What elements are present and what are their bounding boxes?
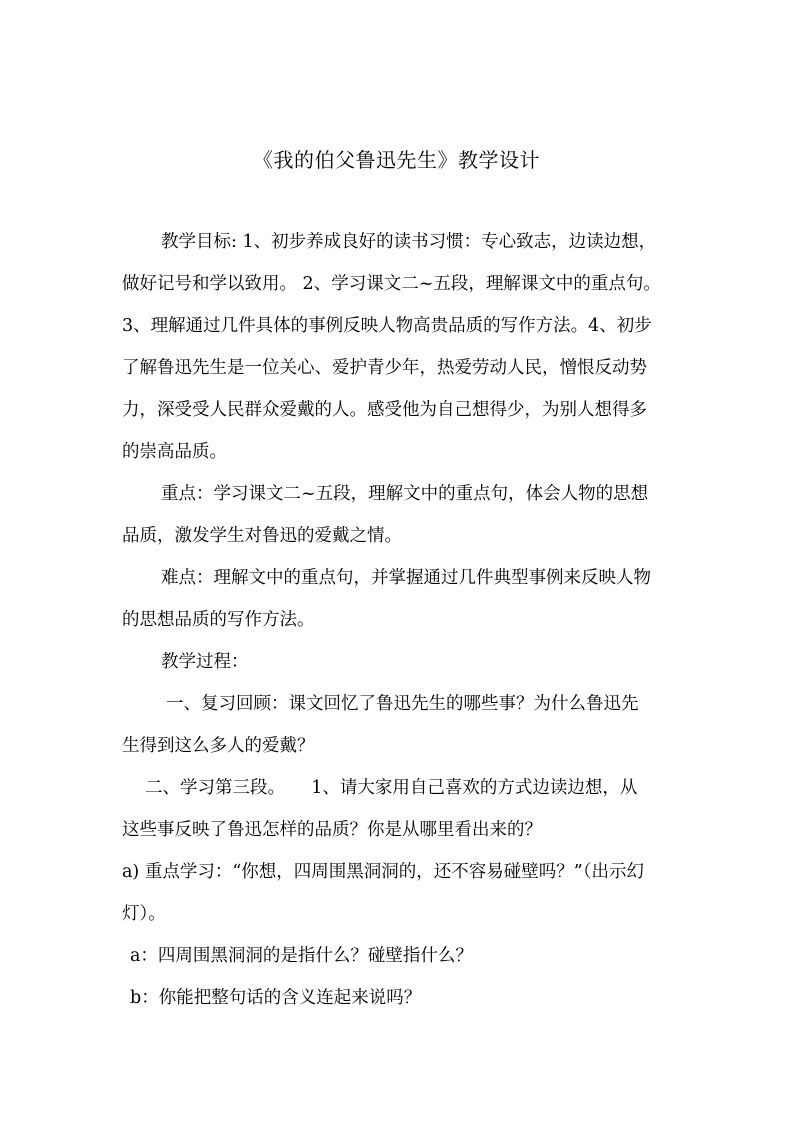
paragraph-line: 了解鲁迅先生是一位关心、爱护青少年，热爱劳动人民，憎恨反动势 xyxy=(122,358,647,378)
paragraph-line: a：四周围黑洞洞的是指什么？碰壁指什么？ xyxy=(130,946,473,966)
paragraph-line: a) 重点学习：“你想，四周围黑洞洞的，还不容易碰壁吗？”（出示幻 xyxy=(122,862,644,882)
paragraph-line: 重点：学习课文二~五段，理解文中的重点句，体会人物的思想 xyxy=(161,484,649,504)
paragraph-line: 3、理解通过几件具体的事例反映人物高贵品质的写作方法。4、初步 xyxy=(122,316,652,336)
paragraph-line: 这些事反映了鲁迅怎样的品质？你是从哪里看出来的？ xyxy=(122,820,542,840)
paragraph-line: 力，深受受人民群众爱戴的人。感受他为自己想得少，为别人想得多 xyxy=(122,400,647,420)
paragraph-line: 的思想品质的写作方法。 xyxy=(122,610,315,630)
paragraph-line: 的崇高品质。 xyxy=(122,442,227,462)
paragraph-line: 一、复习回顾：课文回忆了鲁迅先生的哪些事？为什么鲁迅先 xyxy=(166,694,639,714)
paragraph-line: 品质，激发学生对鲁迅的爱戴之情。 xyxy=(122,526,402,546)
paragraph-line: 教学过程： xyxy=(161,652,249,672)
document-title: 《我的伯父鲁迅先生》教学设计 xyxy=(253,148,540,172)
paragraph-line: 生得到这么多人的爱戴？ xyxy=(122,736,315,756)
paragraph-line: 教学目标: 1、初步养成良好的读书习惯：专心致志，边读边想， xyxy=(161,232,657,252)
paragraph-line: 灯）。 xyxy=(122,904,166,924)
paragraph-line: 难点：理解文中的重点句，并掌握通过几件典型事例来反映人物 xyxy=(161,568,651,588)
paragraph-line: b：你能把整句话的含义连起来说吗？ xyxy=(130,988,422,1008)
paragraph-line: 二、学习第三段。 1、请大家用自己喜欢的方式边读边想，从 xyxy=(145,778,638,798)
paragraph-line: 做好记号和学以致用。 2、学习课文二~五段，理解课文中的重点句。 xyxy=(122,274,661,294)
